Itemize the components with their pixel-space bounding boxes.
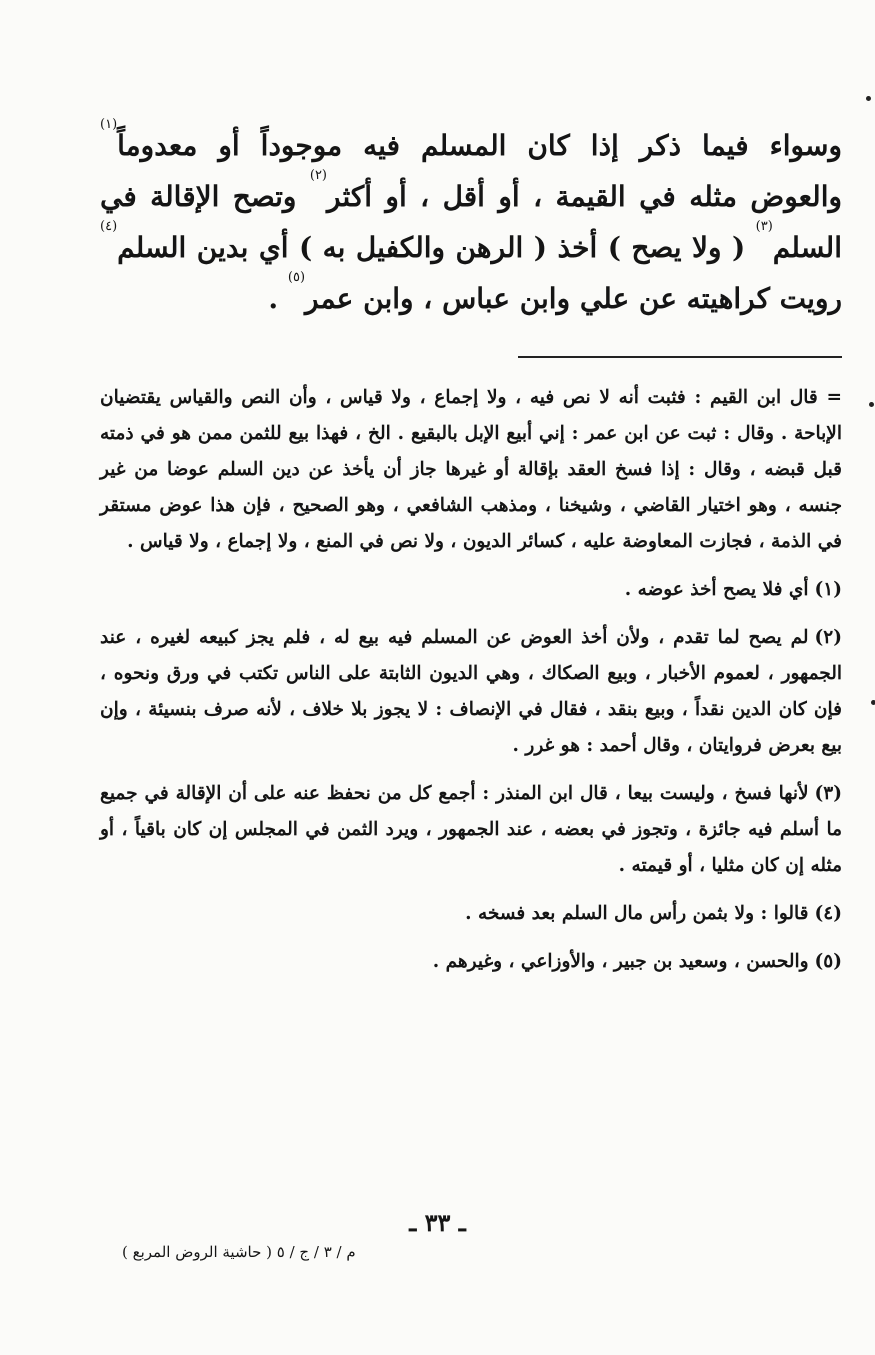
footnote-number: (٥) <box>814 951 842 972</box>
footnote-2 <box>100 620 842 764</box>
main-text-part-3: وتصح الإقالة في السلم <box>100 180 842 264</box>
main-text-part-1: وسواء فيما ذكر إذا كان المسلم فيه موجوداً أو معدوماً <box>117 129 842 162</box>
footnote-ref-3: (٣) <box>755 219 773 234</box>
footnotes <box>100 380 842 992</box>
footnote-ref-5: (٥) <box>287 270 306 285</box>
footnote-number: (٣) <box>814 783 842 804</box>
printer-signature: م / ٣ / ج / ٥ ( حاشية الروض المربع ) <box>122 1243 356 1261</box>
scan-speck <box>869 402 874 407</box>
footnote-ref-1: (١) <box>100 117 118 132</box>
main-text-part-2: والعوض مثله في القيمة ، أو أقل ، أو أكثر <box>327 180 843 213</box>
footnote-ref-4: (٤) <box>100 219 118 234</box>
scan-speck <box>866 96 871 101</box>
footnote-separator <box>518 356 842 358</box>
footnote-number: (٤) <box>814 903 842 924</box>
footnote-1 <box>100 572 842 608</box>
footnote-4 <box>100 896 842 932</box>
main-text-part-4: ( ولا يصح ) أخذ ( الرهن والكفيل به ) أي بدين السلم <box>117 231 756 264</box>
page-number: ـ ٣٣ ـ <box>409 1208 466 1237</box>
main-text-part-5: رويت كراهيته عن علي وابن عباس ، وابن عمر <box>305 282 842 315</box>
footnote-5 <box>100 944 842 980</box>
main-text <box>100 117 843 324</box>
footnote-text: أي فلا يصح أخذ عوضه . <box>624 579 809 600</box>
footnote-text: لم يصح لما تقدم ، ولأن أخذ العوض عن المسلم فيه بيع له ، فلم يجز كبيعه لغيره ، عند الجمهور ، لعموم الأخبار ، وبيع الصكاك ، وهي الديون الثابتة على الناس تكتب في ورق ونحوه ، فإن كان الدين نقداً ، وبيع بنقد ، فقال في الإنصاف : لا يجوز بلا خلاف ، لأنه صرف بنسيئة ، وإن بيع بعرض فروايتان ، وقال أحمد : هو غرر . <box>100 627 842 756</box>
footnote-ref-2: (٢) <box>309 168 327 183</box>
main-text-part-6: . <box>268 282 288 315</box>
footnote-text: قالوا : ولا بثمن رأس مال السلم بعد فسخه . <box>465 903 809 924</box>
footnote-text: والحسن ، وسعيد بن جبير ، والأوزاعي ، وغيرهم . <box>432 951 809 972</box>
scan-speck <box>871 700 875 705</box>
footnote-number: (١) <box>814 579 842 600</box>
footnote-3 <box>100 776 842 884</box>
footnote-number: (٢) <box>814 627 842 648</box>
main-paragraph <box>100 117 843 324</box>
footnote-text: لأنها فسخ ، وليست بيعا ، قال ابن المنذر : أجمع كل من نحفظ عنه على أن الإقالة في جميع ما أسلم فيه جائزة ، وتجوز في بعضه ، عند الجمهور ، ويرد الثمن في المجلس إن كان باقياً ، أو مثله إن كان مثليا ، أو قيمته . <box>100 783 842 876</box>
footnote-continuation: = قال ابن القيم : فثبت أنه لا نص فيه ، ولا إجماع ، ولا قياس ، وأن النص والقياس يقتضيان الإباحة . وقال : ثبت عن ابن عمر : إني أبيع الإبل بالبقيع . الخ ، فهذا بيع للثمن ممن هو في ذمته قبل قبضه ، وقال : إذا فسخ العقد بإقالة أو غيرها جاز أن يأخذ عن دين السلم عوضا من غير جنسه ، وهو اختيار القاضي ، وشيخنا ، ومذهب الشافعي ، وهو الصحيح ، فإن هذا عوض مستقر في الذمة ، فجازت المعاوضة عليه ، كسائر الديون ، ولا نص في المنع ، ولا إجماع ، ولا قياس . <box>100 387 842 552</box>
